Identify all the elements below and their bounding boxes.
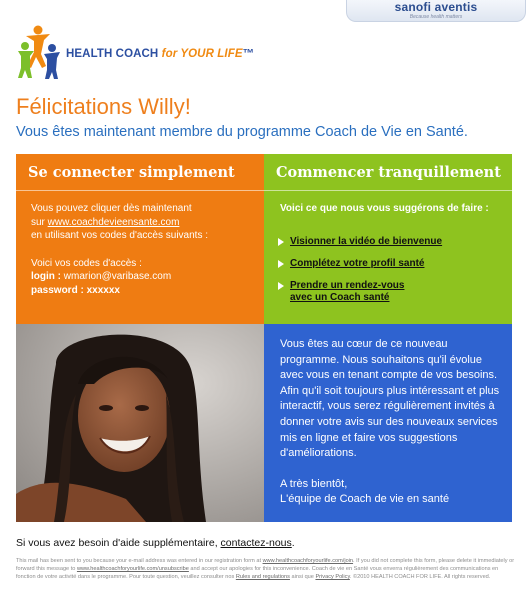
welcome-panel bbox=[264, 324, 512, 522]
connect-line1: Vous pouvez cliquer dès maintenant bbox=[31, 203, 192, 214]
contact-link[interactable]: contactez-nous bbox=[220, 537, 292, 549]
help-suffix: . bbox=[291, 537, 295, 549]
connect-line2-prefix: sur bbox=[31, 216, 48, 228]
rules-link[interactable]: Rules and regulations bbox=[235, 574, 290, 581]
logo-tm: ™ bbox=[242, 48, 255, 60]
suggestion-appointment-link[interactable] bbox=[276, 280, 406, 304]
welcome-text: Vous êtes au cœur de ce nouveau programme. Nous souhaitons qu'il évolue avec vous en tenant compte de vos besoins. Afin qu'il soit toujours plus intéressant et plus interactif, vous serez régulièrement invités à donner votre avis sur des nouveaux services mis en ligne et faire vos suggestions d'améliorations. bbox=[280, 338, 500, 460]
connect-line2 bbox=[31, 216, 256, 230]
panel-divider bbox=[16, 190, 264, 191]
start-title: Commencer tranquillement bbox=[276, 164, 501, 181]
start-lead: Voici ce que nous vous suggérons de faire : bbox=[280, 203, 489, 214]
unsubscribe-link[interactable]: www.healthcoachforyourlife.com/unsubscribe bbox=[76, 566, 189, 573]
fine-text-3: and accept our apologies for this inconvenience. Coach de vie en Santé vous enverra régulièrement des communications en fonction de votre activité dans le programme. Pour toute question, veuillez consulter nos bbox=[16, 566, 499, 581]
legal-disclaimer bbox=[16, 557, 516, 582]
sanofi-name: sanofi aventis bbox=[394, 0, 478, 14]
fine-text-5: . ©2010 HEALTH COACH FOR LIFE. All rights reserved. bbox=[349, 574, 491, 581]
page-subtitle: Vous êtes maintenant membre du programme Coach de Vie en Santé. bbox=[16, 124, 468, 140]
help-prefix: Si vous avez besoin d'aide supplémentaire, bbox=[16, 537, 221, 549]
connect-body bbox=[31, 202, 256, 297]
connect-line3: en utilisant vos codes d'accès suivants : bbox=[31, 230, 209, 241]
arrow-right-icon bbox=[278, 238, 284, 246]
panel-divider bbox=[264, 190, 512, 191]
join-link[interactable]: www.healthcoachforyourlife.com/join bbox=[262, 558, 354, 564]
arrow-right-icon bbox=[278, 260, 284, 268]
suggestion-label: Visionner la vidéo de bienvenue bbox=[290, 236, 443, 247]
signoff-line2: L'équipe de Coach de vie en santé bbox=[280, 493, 450, 506]
page-title: Félicitations Willy! bbox=[16, 94, 191, 119]
people-figures-icon bbox=[16, 24, 64, 80]
health-coach-logo bbox=[16, 24, 296, 84]
smiling-woman-image bbox=[16, 324, 264, 522]
password-row bbox=[31, 284, 256, 298]
codes-intro: Voici vos codes d'accès : bbox=[31, 257, 142, 269]
welcome-body bbox=[280, 337, 502, 508]
login-value: wmarion@varibase.com bbox=[61, 271, 172, 282]
sanofi-tagline: Because health matters bbox=[409, 14, 463, 20]
connect-panel bbox=[16, 154, 264, 324]
connect-title: Se connecter simplement bbox=[28, 164, 235, 181]
suggestion-video-link[interactable] bbox=[276, 236, 501, 248]
start-panel bbox=[264, 154, 512, 324]
suggestion-profile-link[interactable] bbox=[276, 258, 501, 270]
fine-text-1: This mail has been sent to you because your e-mail address was entered in our registration form at bbox=[16, 558, 263, 564]
login-row bbox=[31, 270, 256, 284]
password-label: password : bbox=[31, 284, 84, 296]
suggestion-label: Complétez votre profil santé bbox=[290, 258, 425, 269]
help-line bbox=[16, 537, 295, 549]
signoff-line1: A très bientôt, bbox=[280, 477, 348, 490]
fine-text-2: . If you did not complete this form, please delete it immediately or forward this message to bbox=[16, 558, 515, 573]
arrow-right-icon bbox=[278, 282, 284, 290]
login-label: login : bbox=[31, 271, 61, 282]
logo-wordmark bbox=[66, 48, 254, 60]
privacy-link[interactable]: Privacy Policy bbox=[315, 574, 350, 581]
suggestion-label: Prendre un rendez-vous avec un Coach santé bbox=[290, 280, 405, 303]
portrait-photo bbox=[16, 324, 264, 522]
sanofi-logo bbox=[346, 0, 526, 22]
fine-text-4: ainsi que bbox=[289, 574, 316, 581]
logo-accent: for YOUR LIFE bbox=[161, 48, 243, 60]
welcome-signoff bbox=[280, 477, 502, 508]
password-value: xxxxxx bbox=[83, 284, 120, 296]
logo-main: HEALTH COACH bbox=[66, 48, 162, 60]
site-link[interactable]: www.coachdevieensante.com bbox=[47, 216, 180, 228]
suggestions-list bbox=[276, 236, 501, 314]
